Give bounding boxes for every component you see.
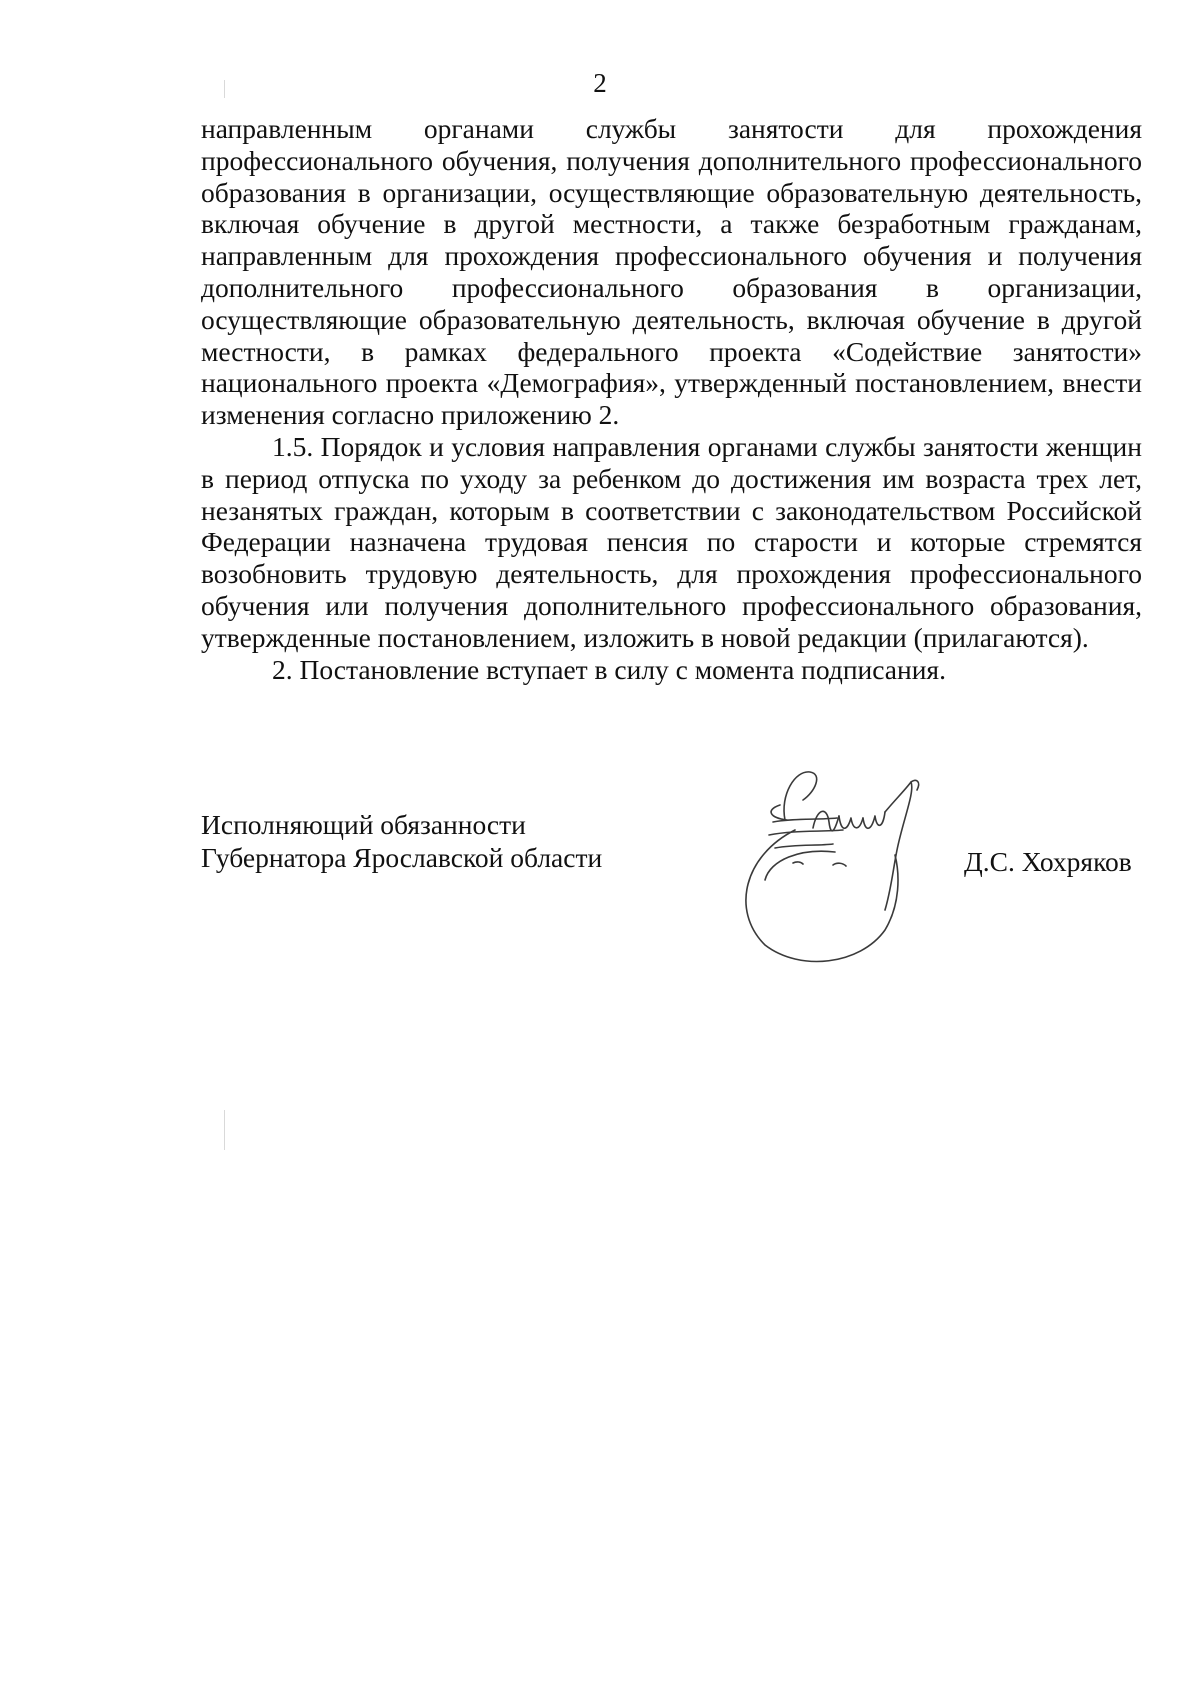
document-body	[201, 113, 1142, 685]
paragraph-2: 2. Постановление вступает в силу с момента подписания.	[272, 653, 946, 685]
signatory-position	[201, 808, 602, 874]
scan-margin-mark	[224, 80, 225, 98]
paragraph-1-5: 1.5. Порядок и условия направления органами службы занятости женщин в период отпуска по уходу за ребенком до достижения им возраста трех лет, незанятых граждан, которым в соответствии с законодательством Российской Федерации назначена трудовая пенсия по старости и которые стремятся возобновить трудовую деятельность, для прохождения профессионального обучения или получения дополнительного профессионального образования, утвержденные постановлением, изложить в новой редакции (прилагаются).	[201, 430, 1142, 653]
signatory-position-line1: Исполняющий обязанности	[201, 809, 526, 840]
page-number: 2	[593, 68, 607, 98]
signatory-position-line2: Губернатора Ярославской области	[201, 842, 603, 873]
scan-margin-mark	[224, 1110, 225, 1150]
paragraph-continuation: направленным органами службы занятости для прохождения профессионального обучения, получения дополнительного профессионального образования в организации, осуществляющие образовательную деятельность, включая обучение в другой местности, а также безработным гражданам, направленным для прохождения профессионального обучения и получения дополнительного профессионального образования в организации, осуществляющие образовательную деятельность, включая обучение в другой местности, в рамках федерального проекта «Содействие занятости» национального проекта «Демография», утвержденный постановлением, внести изменения согласно приложению 2.	[201, 113, 1142, 431]
signatory-name: Д.С. Хохряков	[964, 846, 1132, 877]
handwritten-signature	[725, 760, 965, 975]
